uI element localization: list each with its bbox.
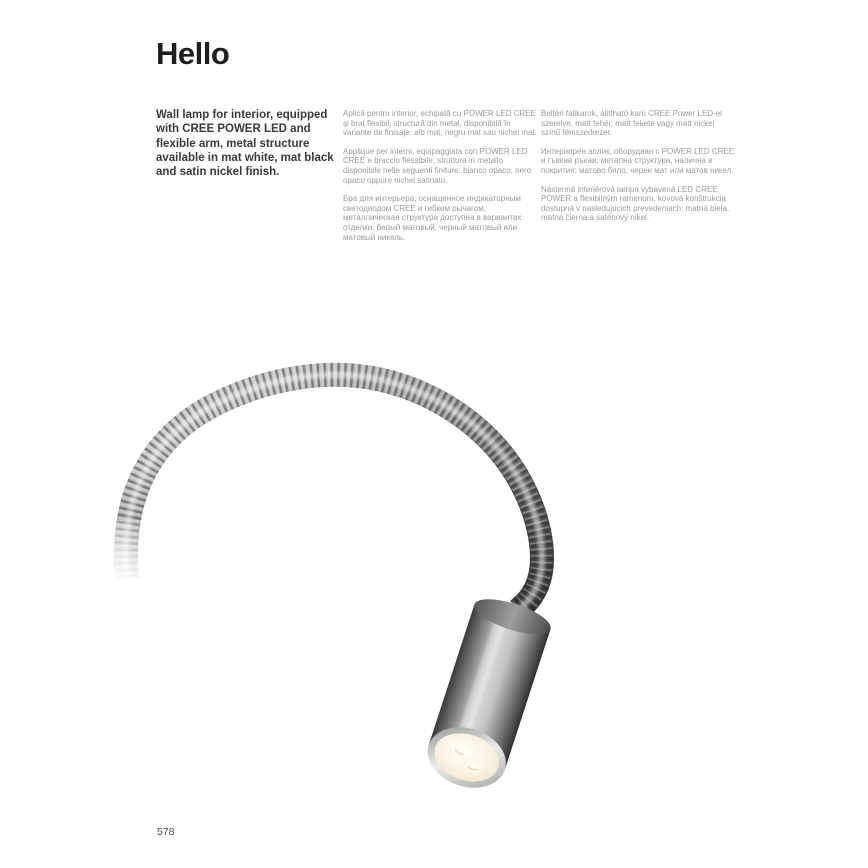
lamp-head — [420, 592, 555, 797]
product-title: Hello — [156, 36, 230, 71]
lamp-flexible-arm — [100, 375, 542, 610]
description-paragraph-it: Applique per interni, equipaggiata con POWER LED CREE e braccio flessibile, struttura in metallo disponibile nelle seguenti finiture: bianco opaco, nero opaco oppure nichel satinato. — [343, 146, 532, 185]
product-photo — [100, 350, 570, 810]
description-paragraph-hu: Beltéri falikarok, állítható karú CREE Power LED-el szerelve, matt fehér, matt fekete vagy matt nickel színű fémszerkezet. — [541, 109, 722, 138]
description-column-3 — [541, 109, 735, 232]
description-paragraph-ro: Aplică pentru interior, echipată cu POWER LED CREE și braț flexibil, structură din metal, disponibilă în variante de finisaje: alb mat, negru mat sau nichel mat. — [343, 109, 537, 138]
description-column-2 — [343, 109, 537, 251]
description-en: Wall lamp for interior, equipped with CREE POWER LED and flexible arm, metal structure available in mat white, mat black and satin nickel finish. — [156, 109, 334, 179]
page-number: 578 — [157, 826, 175, 838]
description-paragraph-ru: Бра для интерьера, оснащенное индикаторным светодиодом CREE и гибким рычагом, металлическая структура доступна в вариантах отделки: белый матовый, черный матовый или матовый никель. — [343, 194, 522, 242]
description-paragraph-bg: Интериорен аплик, оборудван с POWER LED CREE и гъвкав ръкав, метална структура, налична в покрития: матово бяло, черен мат или матов никел. — [541, 146, 735, 175]
description-paragraph-sk: Nástenná interiérová lampa vybavená LED CREE POWER a flexibilným ramenom, kovová konštrukcia dostupná v nasledujúcich prevedeniach: matná biela, matná čierna a saténový nikel. — [541, 184, 730, 223]
